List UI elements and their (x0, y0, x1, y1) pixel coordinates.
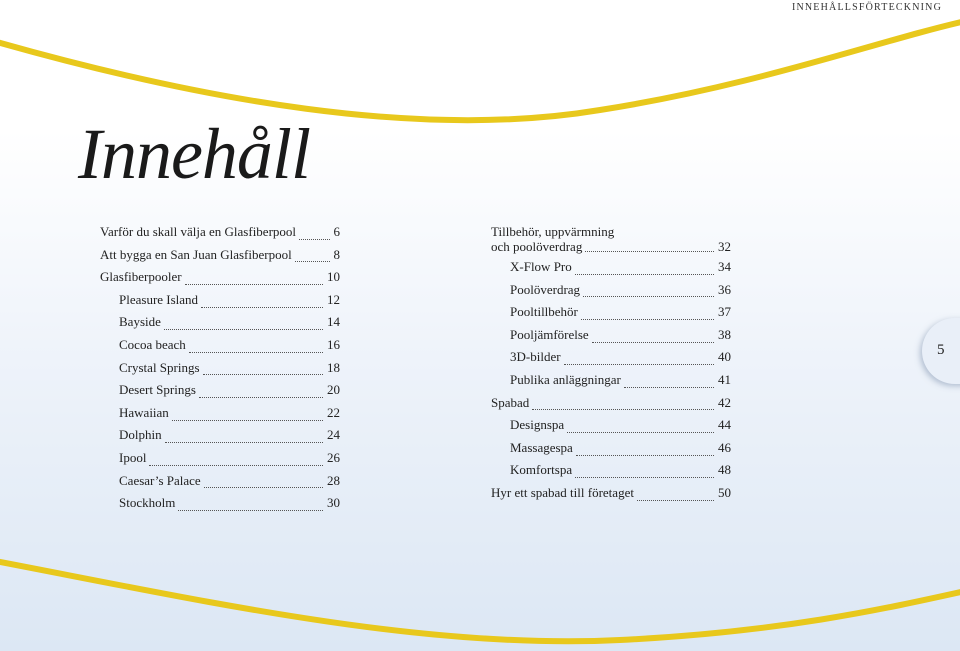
toc-entry[interactable] (491, 224, 731, 255)
toc-entry[interactable] (100, 314, 340, 337)
toc-entry-label: Varför du skall välja en Glasfiberpool (100, 224, 297, 239)
toc-entry-page: 6 (333, 224, 340, 239)
toc-entry-page: 32 (718, 239, 731, 254)
toc-entry[interactable] (100, 495, 340, 518)
toc-entry[interactable] (491, 327, 731, 350)
toc-entry-page: 50 (718, 484, 731, 500)
toc-entry-label: Spabad (491, 394, 530, 410)
toc-entry[interactable] (100, 224, 340, 247)
toc-entry[interactable] (491, 440, 731, 463)
toc-entry-label: Cocoa beach (119, 336, 186, 352)
toc-entry-page: 30 (327, 495, 340, 511)
toc-entry-label: Komfortspa (510, 462, 573, 478)
page-number: 5 (937, 342, 945, 358)
toc-entry-page: 37 (718, 304, 731, 320)
toc-entry-label: Stockholm (119, 495, 176, 511)
toc-entry-page: 34 (718, 259, 731, 274)
bottom-yellow-curve (0, 560, 960, 641)
toc-entry[interactable] (100, 292, 340, 315)
toc-entry-page: 8 (333, 246, 340, 262)
leader-dots (185, 284, 323, 285)
toc-entry-page: 14 (327, 314, 340, 330)
leader-dots (624, 387, 714, 388)
toc-entry-label: Pleasure Island (119, 291, 199, 307)
page-title: Innehåll (78, 114, 310, 194)
leader-dots (585, 251, 714, 252)
toc-entry-label: Caesar’s Palace (119, 472, 201, 488)
toc-entry-label: Bayside (119, 314, 161, 330)
toc-entry[interactable] (100, 427, 340, 450)
leader-dots (576, 455, 714, 456)
toc-entry[interactable] (100, 450, 340, 473)
toc-entry-label: Dolphin (119, 427, 162, 443)
toc-entry-label: Pooljämförelse (510, 326, 589, 342)
toc-right-column (491, 224, 731, 508)
toc-entry-label: Glasfiberpooler (100, 269, 182, 285)
toc-entry[interactable] (100, 247, 340, 270)
toc-entry-label: Hyr ett spabad till företaget (491, 484, 634, 500)
leader-dots (189, 352, 323, 353)
toc-entry-page: 12 (327, 291, 340, 307)
toc-entry-label: Crystal Springs (119, 359, 200, 375)
toc-entry[interactable] (491, 395, 731, 418)
toc-entry[interactable] (491, 304, 731, 327)
toc-entry-page: 36 (718, 281, 731, 297)
toc-entry[interactable] (491, 282, 731, 305)
toc-entry-label: Designspa (510, 417, 565, 433)
section-header: INNEHÅLLSFÖRTECKNING (791, 2, 942, 13)
leader-dots (581, 319, 714, 320)
toc-entry-label: Att bygga en San Juan Glasfiberpool (100, 246, 292, 262)
toc-entry[interactable] (491, 259, 731, 282)
toc-entry-label: Hawaiian (119, 404, 169, 420)
toc-entry-label: 3D-bilder (510, 349, 561, 365)
toc-entry-page: 24 (327, 427, 340, 443)
toc-entry-label: X-Flow Pro (510, 259, 572, 274)
toc-entry-page: 10 (327, 269, 340, 285)
leader-dots (299, 239, 329, 240)
toc-entry-label: Poolöverdrag (510, 281, 581, 297)
toc-entry-page: 26 (327, 449, 340, 465)
toc-entry-page: 38 (718, 326, 731, 342)
leader-dots (575, 274, 714, 275)
toc-entry[interactable] (100, 337, 340, 360)
toc-entry[interactable] (491, 462, 731, 485)
leader-dots (165, 442, 323, 443)
toc-entry[interactable] (491, 485, 731, 508)
toc-entry[interactable] (100, 473, 340, 496)
toc-entry-page: 42 (718, 394, 731, 410)
toc-entry-label: Desert Springs (119, 382, 196, 398)
leader-dots (583, 296, 714, 297)
leader-dots (637, 500, 714, 501)
leader-dots (178, 510, 323, 511)
leader-dots (532, 409, 714, 410)
toc-entry-page: 41 (718, 371, 731, 387)
leader-dots (295, 261, 330, 262)
toc-entry-page: 28 (327, 472, 340, 488)
toc-entry[interactable] (100, 360, 340, 383)
toc-entry-page: 16 (327, 336, 340, 352)
leader-dots (164, 329, 323, 330)
toc-entry[interactable] (100, 382, 340, 405)
toc-entry-page: 40 (718, 349, 731, 365)
toc-entry[interactable] (100, 269, 340, 292)
leader-dots (149, 465, 323, 466)
toc-entry-label: Massagespa (510, 439, 573, 455)
leader-dots (204, 487, 323, 488)
toc-entry-label: Publika anläggningar (510, 371, 621, 387)
toc-entry[interactable] (491, 349, 731, 372)
leader-dots (201, 307, 323, 308)
leader-dots (199, 397, 323, 398)
toc-entry-page: 48 (718, 462, 731, 478)
toc-entry[interactable] (491, 417, 731, 440)
toc-entry-page: 44 (718, 417, 731, 433)
toc-entry[interactable] (491, 372, 731, 395)
top-yellow-curve (0, 20, 960, 120)
toc-left-column (100, 224, 340, 518)
toc-entry-page: 18 (327, 359, 340, 375)
leader-dots (567, 432, 714, 433)
leader-dots (592, 342, 714, 343)
toc-entry-label-line1: Tillbehör, uppvärmning (491, 224, 615, 239)
toc-entry-label: Pooltillbehör (510, 304, 578, 320)
toc-entry-page: 20 (327, 382, 340, 398)
leader-dots (564, 364, 714, 365)
leader-dots (203, 374, 323, 375)
toc-entry-label-line2: och poolöverdrag (491, 239, 583, 254)
toc-entry[interactable] (100, 405, 340, 428)
leader-dots (575, 477, 714, 478)
toc-entry-page: 46 (718, 439, 731, 455)
toc-entry-label: Ipool (119, 449, 147, 465)
toc-entry-page: 22 (327, 404, 340, 420)
leader-dots (172, 420, 323, 421)
